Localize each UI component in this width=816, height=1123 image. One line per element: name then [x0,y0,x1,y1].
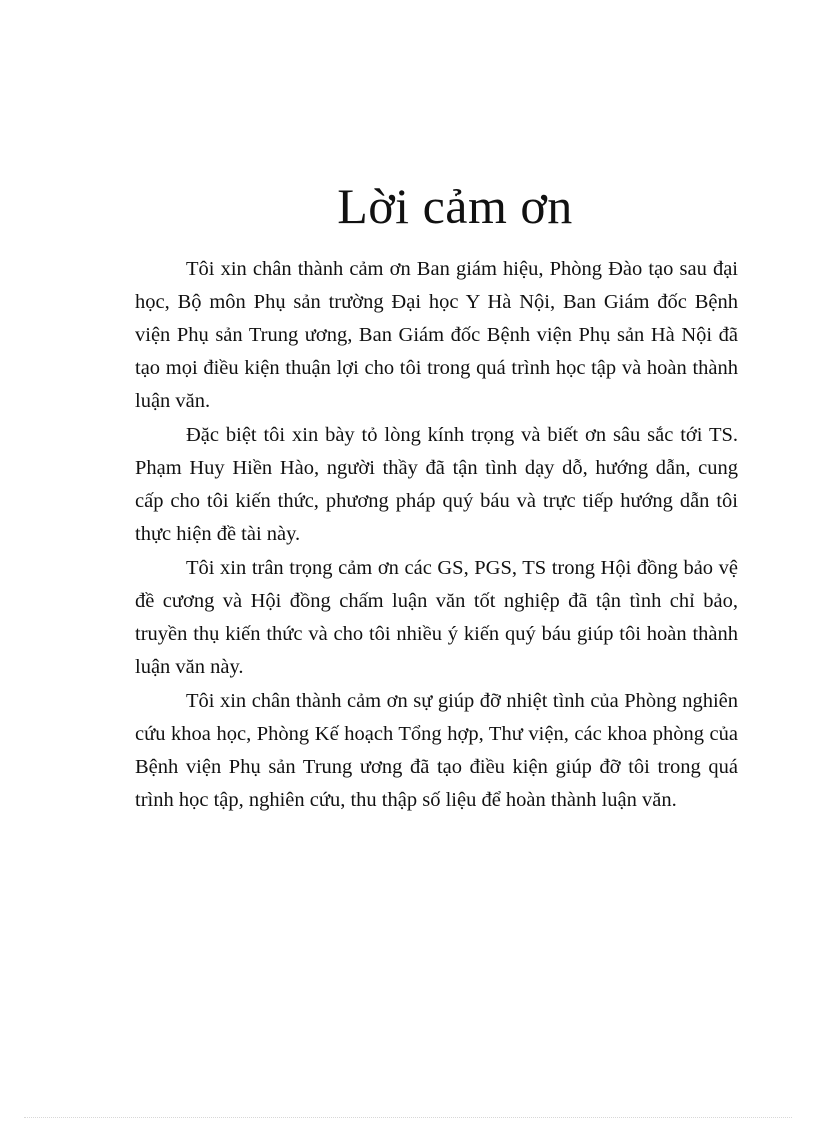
acknowledgement-body [135,253,738,818]
paragraph-1: Tôi xin chân thành cảm ơn Ban giám hiệu, Phòng Đào tạo sau đại học, Bộ môn Phụ sản trường Đại học Y Hà Nội, Ban Giám đốc Bệnh viện Phụ sản Trung ương, Ban Giám đốc Bệnh viện Phụ sản Hà Nội đã tạo mọi điều kiện thuận lợi cho tôi trong quá trình học tập và hoàn thành luận văn. [135,258,738,412]
paragraph-3: Tôi xin trân trọng cảm ơn các GS, PGS, TS trong Hội đồng bảo vệ đề cương và Hội đồng chấm luận văn tốt nghiệp đã tận tình chỉ bảo, truyền thụ kiến thức và cho tôi nhiều ý kiến quý báu giúp tôi hoàn thành luận văn này. [135,557,738,678]
page-title: Lời cảm ơn [337,178,573,234]
page-bottom-divider [24,1117,792,1118]
paragraph-2: Đặc biệt tôi xin bày tỏ lòng kính trọng và biết ơn sâu sắc tới TS. Phạm Huy Hiền Hào, người thầy đã tận tình dạy dỗ, hướng dẫn, cung cấp cho tôi kiến thức, phương pháp quý báu và trực tiếp hướng dẫn tôi thực hiện đề tài này. [135,424,738,545]
paragraph-4: Tôi xin chân thành cảm ơn sự giúp đỡ nhiệt tình của Phòng nghiên cứu khoa học, Phòng Kế hoạch Tổng hợp, Thư viện, các khoa phòng của Bệnh viện Phụ sản Trung ương đã tạo điều kiện giúp đỡ tôi trong quá trình học tập, nghiên cứu, thu thập số liệu để hoàn thành luận văn. [135,690,738,811]
